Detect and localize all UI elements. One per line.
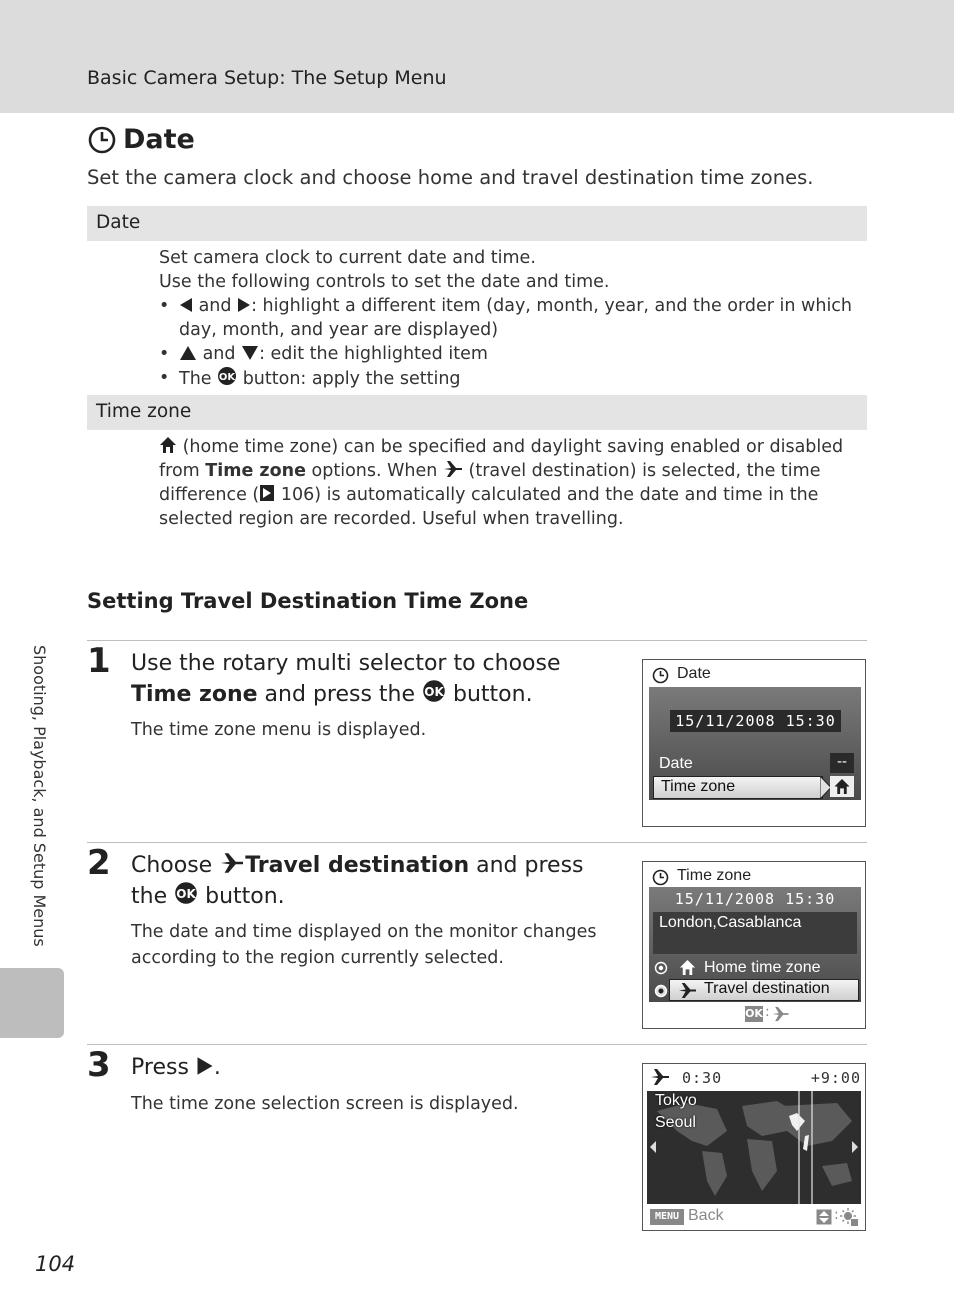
travel-offset: 0:30 bbox=[682, 1069, 723, 1087]
step-2-title: Choose Travel destination and press the OK button. bbox=[131, 853, 584, 909]
timezone-section-body: (home time zone) can be specified and daylight saving enabled or disabled from Time zone options. When (travel destination) is selected, the time difference ( 106) is automatically calculated and the date and time in the selected region are recorded. Useful when travelling. bbox=[159, 437, 844, 529]
home-value-box bbox=[830, 776, 854, 797]
left-arrow-icon bbox=[179, 297, 193, 313]
menu-item-date[interactable]: Date bbox=[659, 755, 693, 772]
page-reference-icon bbox=[259, 484, 275, 502]
step-3-number: 3 bbox=[87, 1045, 111, 1085]
screen-title: Time zone bbox=[677, 867, 752, 884]
colon-separator: : bbox=[834, 1207, 839, 1223]
menu-item-timezone: Time zone bbox=[661, 778, 736, 795]
header-text: Basic Camera Setup: The Setup Menu bbox=[87, 67, 447, 89]
svg-text:OK: OK bbox=[424, 684, 444, 699]
date-line-2: Use the following controls to set the date and time. bbox=[159, 272, 610, 292]
city-name: London,Casablanca bbox=[659, 914, 802, 931]
radio-selected-icon bbox=[654, 984, 668, 998]
page-header bbox=[0, 0, 954, 113]
airplane-icon bbox=[650, 1068, 670, 1086]
ok-badge: OK bbox=[745, 1007, 763, 1020]
ok-button-icon bbox=[174, 881, 198, 905]
bullet-left-right: • and : highlight a different item (day, month, year, and the order in which day, month, and year are displayed) bbox=[159, 294, 859, 342]
sidebar-chapter-tab bbox=[0, 968, 64, 1038]
step-1-description: The time zone menu is displayed. bbox=[131, 720, 427, 740]
page-number: 104 bbox=[35, 1252, 76, 1276]
page-subtitle: Set the camera clock and choose home and travel destination time zones. bbox=[87, 166, 814, 189]
up-down-selector-icon bbox=[816, 1209, 832, 1225]
sidebar-chapter-label: Shooting, Playback, and Setup Menus bbox=[30, 645, 49, 947]
step-3-description: The time zone selection screen is displayed. bbox=[131, 1094, 519, 1114]
step-2-rule bbox=[87, 842, 867, 843]
daylight-saving-icon bbox=[840, 1208, 858, 1226]
bullet-ok: • The OK button: apply the setting bbox=[159, 366, 859, 391]
svg-text:OK: OK bbox=[219, 372, 236, 383]
timezone-section-bar bbox=[87, 395, 867, 430]
menu-item-timezone-highlight[interactable] bbox=[653, 776, 823, 799]
menu-item-date-value: -- bbox=[830, 753, 854, 773]
home-offset: +9:00 bbox=[810, 1069, 861, 1087]
home-icon bbox=[159, 436, 177, 454]
menu-item-travel-destination-highlight[interactable] bbox=[669, 979, 859, 1001]
city-name-2: Seoul bbox=[655, 1114, 696, 1131]
screen-panel bbox=[649, 887, 861, 1002]
menu-badge: MENU bbox=[650, 1209, 684, 1225]
city-box bbox=[653, 912, 857, 954]
back-label[interactable]: Back bbox=[688, 1207, 724, 1224]
date-section-label: Date bbox=[96, 212, 141, 233]
screen-panel bbox=[649, 687, 861, 800]
airplane-icon bbox=[443, 460, 463, 478]
right-arrow-icon bbox=[196, 1056, 214, 1076]
menu-item-travel-destination: Travel destination bbox=[704, 980, 830, 997]
colon-separator: : bbox=[765, 1004, 770, 1020]
menu-item-home-time-zone[interactable]: Home time zone bbox=[704, 959, 821, 976]
clock-icon bbox=[652, 667, 669, 684]
section-subheading: Setting Travel Destination Time Zone bbox=[87, 589, 529, 613]
airplane-icon bbox=[771, 1006, 790, 1022]
date-line-1: Set camera clock to current date and time. bbox=[159, 248, 536, 268]
step-1-number: 1 bbox=[87, 641, 111, 681]
date-section-body bbox=[159, 246, 859, 391]
svg-text:OK: OK bbox=[176, 886, 196, 901]
right-arrow-icon bbox=[237, 297, 251, 313]
step-2-description: The date and time displayed on the monitor changes according to the region currently selected. bbox=[131, 922, 597, 968]
datetime-display: 15/11/2008 15:30 bbox=[670, 710, 841, 732]
clock-icon bbox=[87, 125, 117, 155]
bullet-up-down: • and : edit the highlighted item bbox=[159, 342, 859, 366]
radio-unselected-icon bbox=[654, 961, 668, 975]
screen-title: Date bbox=[677, 665, 711, 682]
step-2-number: 2 bbox=[87, 843, 111, 883]
airplane-icon bbox=[678, 982, 697, 999]
ok-button-icon bbox=[422, 679, 446, 703]
clock-icon bbox=[652, 869, 669, 886]
home-icon bbox=[833, 778, 851, 795]
up-arrow-icon bbox=[179, 345, 197, 361]
step-1-rule bbox=[87, 640, 867, 641]
page-title-row bbox=[87, 124, 195, 155]
home-icon bbox=[679, 959, 696, 976]
airplane-icon bbox=[219, 852, 245, 874]
date-section-bar bbox=[87, 206, 867, 241]
down-arrow-icon bbox=[241, 345, 259, 361]
step-3-rule bbox=[87, 1044, 867, 1045]
camera-screen-time-zone-map bbox=[642, 1063, 866, 1231]
step-3-title: Press . bbox=[131, 1055, 221, 1080]
step-1-title: Use the rotary multi selector to choose Time zone and press the OK button. bbox=[131, 651, 561, 707]
ok-button-icon bbox=[217, 366, 237, 386]
datetime-display: 15/11/2008 15:30 bbox=[674, 890, 836, 908]
camera-screen-date-menu bbox=[642, 659, 866, 827]
timezone-section-label: Time zone bbox=[96, 401, 192, 422]
city-name-1: Tokyo bbox=[655, 1092, 697, 1109]
world-map bbox=[647, 1091, 861, 1204]
page-title: Date bbox=[123, 124, 195, 155]
camera-screen-timezone-menu bbox=[642, 861, 866, 1029]
